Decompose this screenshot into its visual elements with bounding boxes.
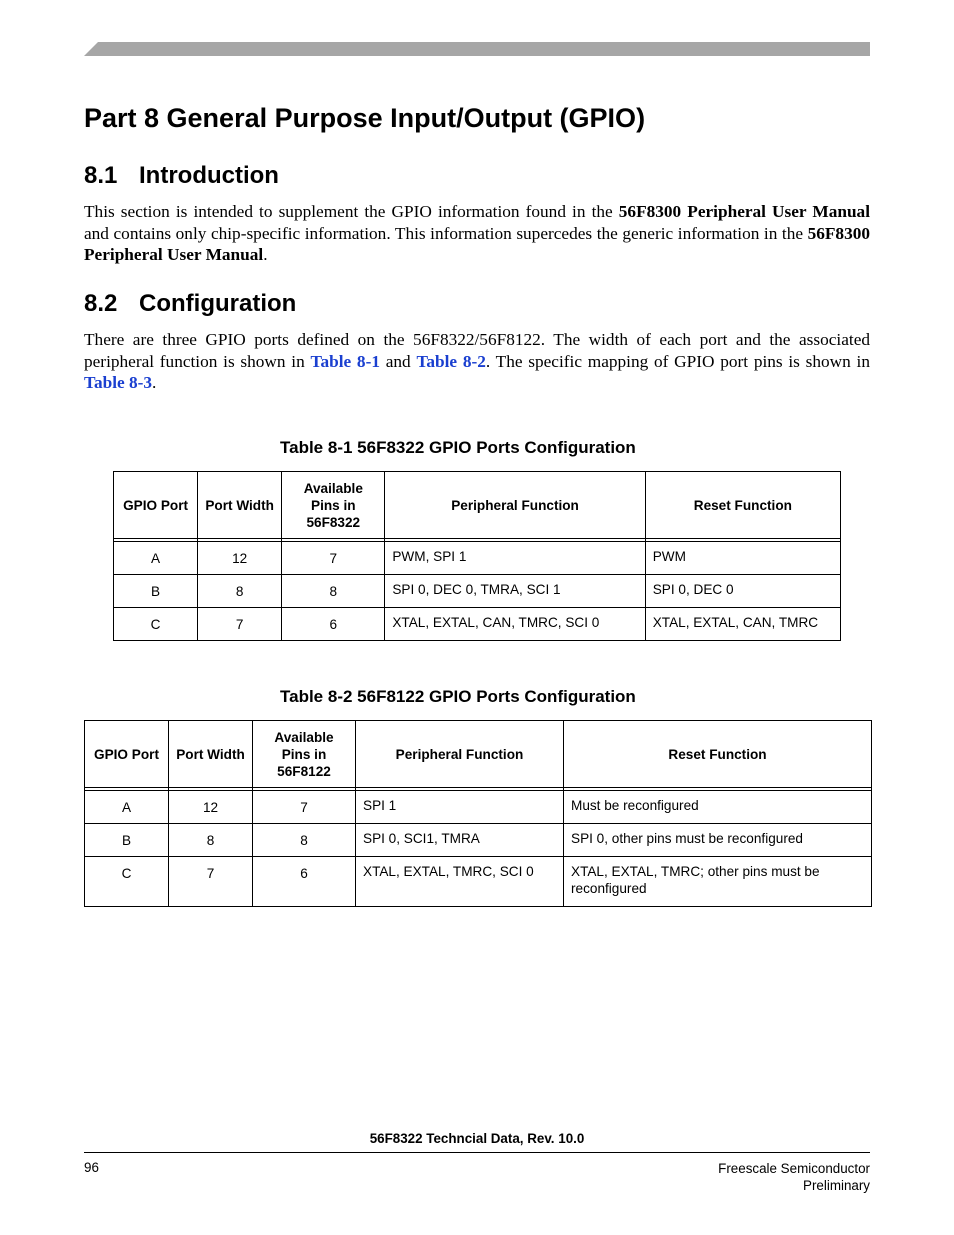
table-cell: XTAL, EXTAL, CAN, TMRC, SCI 0 <box>385 608 645 641</box>
table-header-row <box>85 721 872 788</box>
column-header: Available Pins in 56F8122 <box>253 721 356 788</box>
table-cell: 7 <box>253 791 356 824</box>
section-number: 8.2 <box>84 290 118 317</box>
company-name: Freescale Semiconductor <box>718 1161 870 1176</box>
table-cell: XTAL, EXTAL, TMRC, SCI 0 <box>356 857 564 907</box>
text-run: . <box>152 373 157 392</box>
section-title: Configuration <box>139 290 297 317</box>
table-row <box>114 542 841 575</box>
section-title: Introduction <box>139 162 279 189</box>
table-cell: XTAL, EXTAL, TMRC; other pins must be reconfigured <box>564 857 872 907</box>
footer-publisher <box>718 1160 870 1194</box>
text-run: There are three GPIO ports defined on the 56F8322/56F8122. The width of each port and the associated peripheral function is shown in <box>84 330 870 371</box>
table-cell: XTAL, EXTAL, CAN, TMRC <box>645 608 840 641</box>
table-cell: 7 <box>282 542 385 575</box>
column-header: Peripheral Function <box>356 721 564 788</box>
gpio-table-56f8122 <box>84 720 872 907</box>
table-cell: A <box>85 791 169 824</box>
footer-divider <box>84 1152 870 1153</box>
table-cell: 8 <box>253 824 356 857</box>
page-number: 96 <box>84 1160 99 1175</box>
table-cell: 12 <box>198 542 282 575</box>
table-cell: B <box>85 824 169 857</box>
header-bar <box>84 42 870 56</box>
section-heading-introduction <box>84 162 279 190</box>
table-cell: SPI 0, DEC 0 <box>645 575 840 608</box>
table-cell: PWM, SPI 1 <box>385 542 645 575</box>
table-cell: PWM <box>645 542 840 575</box>
table-cell: C <box>114 608 198 641</box>
footer-document-title: 56F8322 Techncial Data, Rev. 10.0 <box>369 1131 585 1146</box>
table-8-3-link[interactable]: Table 8-3 <box>84 373 153 392</box>
table-row <box>85 824 872 857</box>
column-header: Port Width <box>198 472 282 539</box>
column-header: Peripheral Function <box>385 472 645 539</box>
part-title: Part 8 General Purpose Input/Output (GPIO) <box>84 103 646 133</box>
table-cell: Must be reconfigured <box>564 791 872 824</box>
header-bar-shape <box>84 42 870 56</box>
table-8-2-link[interactable]: Table 8-2 <box>416 351 486 371</box>
document-status: Preliminary <box>803 1178 870 1193</box>
table-caption: Table 8-2 56F8122 GPIO Ports Configuration <box>280 687 636 706</box>
text-run: and contains only chip-specific information. This information supercedes the generic information in the <box>84 223 808 243</box>
text-run: . <box>263 245 268 264</box>
column-header: Reset Function <box>564 721 872 788</box>
table-cell: C <box>85 857 169 907</box>
table-header-row <box>114 472 841 539</box>
table-caption: Table 8-1 56F8322 GPIO Ports Configuration <box>280 438 636 457</box>
table-cell: 12 <box>169 791 253 824</box>
table-row <box>85 791 872 824</box>
table-cell: 6 <box>253 857 356 907</box>
section-number: 8.1 <box>84 162 118 189</box>
table-cell: 8 <box>169 824 253 857</box>
table-8-1-link[interactable]: Table 8-1 <box>310 351 380 371</box>
table-row <box>114 608 841 641</box>
section-heading-configuration <box>84 290 296 318</box>
manual-reference: 56F8300 Peripheral User Manual <box>618 202 870 221</box>
table-row <box>114 575 841 608</box>
table-cell: 8 <box>282 575 385 608</box>
table-cell: 6 <box>282 608 385 641</box>
table-cell: SPI 0, SCI1, TMRA <box>356 824 564 857</box>
table-cell: 7 <box>198 608 282 641</box>
column-header: Available Pins in 56F8322 <box>282 472 385 539</box>
column-header: Reset Function <box>645 472 840 539</box>
gpio-table-56f8322 <box>113 471 841 641</box>
table-cell: B <box>114 575 198 608</box>
introduction-paragraph <box>84 201 870 266</box>
text-run: . The specific mapping of GPIO port pins is shown in <box>485 351 870 371</box>
column-header: GPIO Port <box>114 472 198 539</box>
table-cell: A <box>114 542 198 575</box>
table-row <box>85 857 872 907</box>
table-cell: 8 <box>198 575 282 608</box>
text-run: and <box>379 351 417 371</box>
table-cell: SPI 0, DEC 0, TMRA, SCI 1 <box>385 575 645 608</box>
manual-reference: 56F8300 Peripheral User Manual <box>84 223 870 264</box>
table-cell: SPI 0, other pins must be reconfigured <box>564 824 872 857</box>
column-header: Port Width <box>169 721 253 788</box>
column-header: GPIO Port <box>85 721 169 788</box>
configuration-paragraph <box>84 329 870 394</box>
text-run: This section is intended to supplement the GPIO information found in the <box>84 202 619 221</box>
table-cell: SPI 1 <box>356 791 564 824</box>
table-cell: 7 <box>169 857 253 907</box>
